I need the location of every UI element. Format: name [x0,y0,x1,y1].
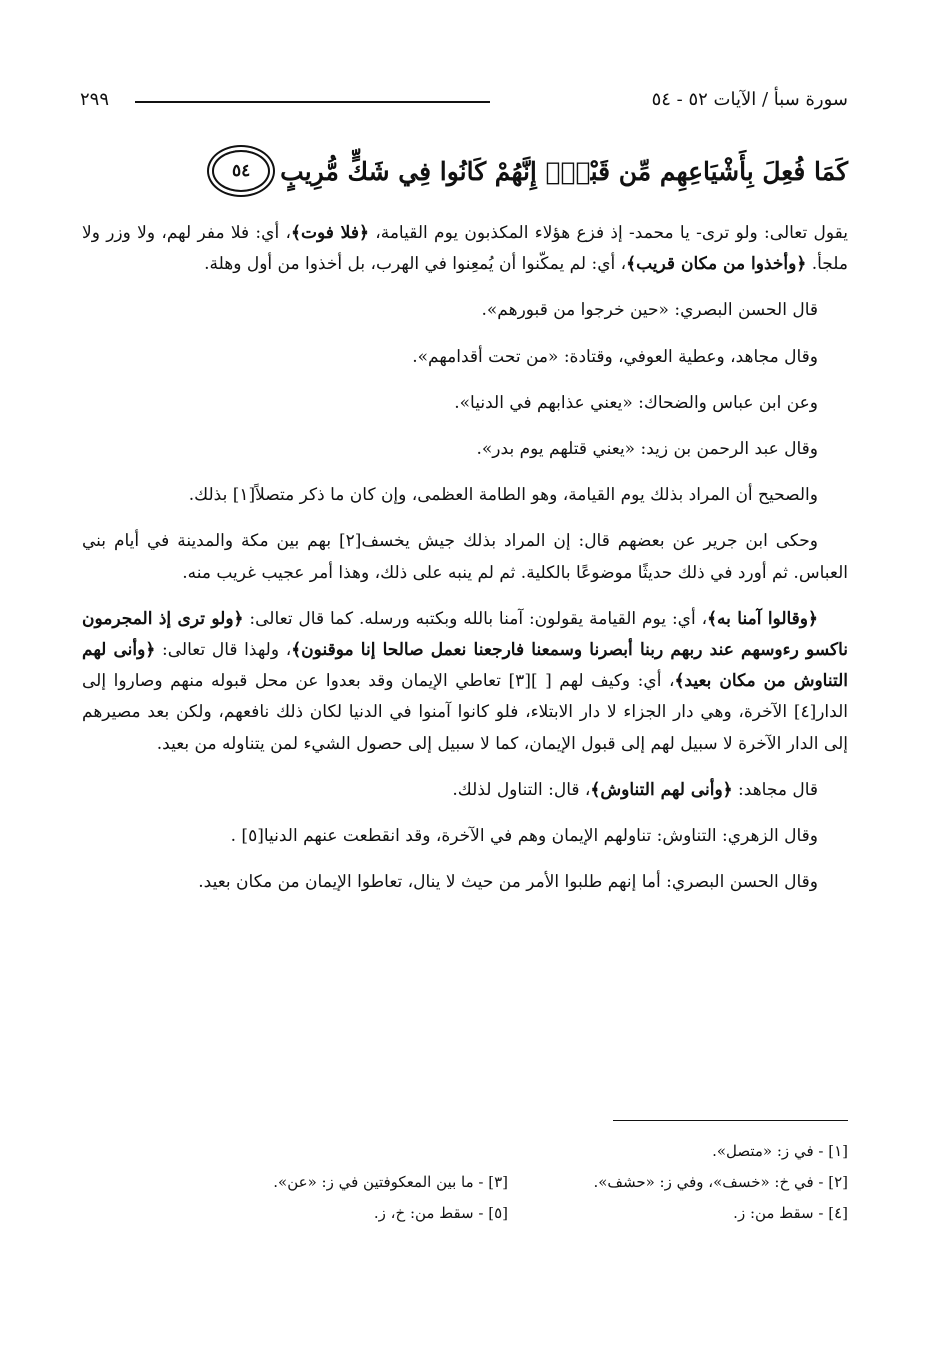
footnote-row [82,1198,848,1229]
footnote-2: [٢] - في خ: «خسف»، وفي ز: «حشف». [593,1173,848,1191]
paragraph-text: ، ولهذا قال تعالى: [155,640,292,661]
paragraph-text: يقول تعالى: ولو ترى- يا محمد- إذ فزع هؤلاء المكذبون يوم القيامة، [368,223,849,243]
paragraph-text: وقال مجاهد، وعطية العوفي، وقتادة: «من تحت أقدامهم». [412,346,818,367]
quran-quote: ﴿وقالوا آمنا به﴾ [707,608,818,629]
paragraph-text: ، أي: لم يمكّنوا أن يُمعِنوا في الهرب، بل أخذوا من أول وهلة. [204,254,627,275]
ayah-number-marker [212,150,270,192]
paragraph [82,775,848,806]
paragraph-text: ، أي: فلا مفر لهم، ولا وزر ولا ملجأ. [82,223,848,275]
paragraph-text: ، أي: وكيف لهم [ ][٣] تعاطي الإيمان وقد بعدوا عن محل قبوله منهم وصاروا إلى الدار[٤] الآخرة، وهي دار الجزاء لا دار الابتلاء، فلو كانوا آمنوا في الدنيا لكان ذلك نافعهم، ولكن بعد مصيرهم إلى الدار الآخرة لا سبيل لهم إلى قبول الإيمان، كما لا سبيل إلى حصول الشيء لمن يتناوله من بعيد. [82,671,848,754]
footnote-row [82,1167,848,1198]
header-rule [135,101,490,103]
commentary-body [82,218,848,913]
paragraph-text: قال مجاهد: [732,779,818,800]
paragraph [82,218,848,280]
paragraph-text: وعن ابن عباس والضحاك: «يعني عذابهم في الدنيا». [454,392,818,413]
footnote-1: [١] - في ز: «متصل». [712,1142,848,1160]
footnote-4: [٤] - سقط من: ز. [733,1204,848,1222]
footnotes [82,1136,848,1229]
paragraph [82,604,848,760]
quran-quote: ﴿وأنى لهم التناوش﴾ [590,779,733,800]
paragraph [82,821,848,852]
paragraph-text: وحكى ابن جرير عن بعضهم قال: إن المراد بذلك جيش يخسف[٢] بهم بين مكة والمدينة في أيام بني العباس. ثم أورد في ذلك حديثًا موضوعًا بالكلية. ثم لم ينبه على ذلك، وهذا أمر عجيب غريب منه. [82,531,848,583]
quran-verse [200,145,848,197]
quran-quote: ﴿ولو ترى إذ المجرمون ناكسو رءوسهم عند ربهم ربنا أبصرنا وسمعنا فارجعنا نعمل صالحا إنا موقنون﴾ [82,608,848,661]
paragraph [82,526,848,588]
quran-quote: ﴿فلا فوت﴾ [290,223,369,243]
paragraph-text: قال الحسن البصري: «حين خرجوا من قبورهم». [481,300,818,321]
footnote-3: [٣] - ما بين المعكوفتين في ز: «عن». [273,1173,508,1191]
paragraph-text: وقال عبد الرحمن بن زيد: «يعني قتلهم يوم بدر». [476,439,818,460]
paragraph [82,388,848,419]
paragraph-text: ، قال: التناول لذلك. [452,779,591,800]
paragraph-text: وقال الحسن البصري: أما إنهم طلبوا الأمر من حيث لا ينال، تعاطوا الإيمان من مكان بعيد. [198,872,818,893]
paragraph [82,295,848,326]
paragraph-text: ، أي: يوم القيامة يقولون: آمنا بالله وبكتبه ورسله. كما قال تعالى: [243,608,708,629]
paragraph-text: والصحيح أن المراد بذلك يوم القيامة، وهو الطامة العظمى، وإن كان ما ذكر متصلاً[١] بذلك. [188,485,818,506]
quran-quote: ﴿وأخذوا من مكان قريب﴾ [626,254,807,275]
paragraph [82,434,848,465]
paragraph-text: وقال الزهري: التناوش: تناولهم الإيمان وهم في الآخرة، وقد انقطعت عنهم الدنيا[٥] . [230,826,818,847]
footnote-row [82,1136,848,1167]
page-number: ٢٩٩ [80,88,110,110]
footnote-separator [613,1120,848,1121]
paragraph [82,342,848,373]
paragraph [82,480,848,511]
ayah-number: ٥٤ [232,161,251,181]
quran-quote: ﴿وأنى لهم التناوش من مكان بعيد﴾ [82,640,849,692]
running-title: سورة سبأ / الآيات ٥٢ - ٥٤ [651,88,848,110]
page-header [80,82,848,116]
paragraph [82,867,848,898]
verse-text: كَمَا فُعِلَ بِأَشْيَاعِهِم مِّن قَبْلُۚ إِنَّهُمْ كَانُوا فِي شَكٍّ مُّرِيبٍ [280,156,848,186]
footnote-5: [٥] - سقط من: خ، ز. [373,1204,508,1222]
